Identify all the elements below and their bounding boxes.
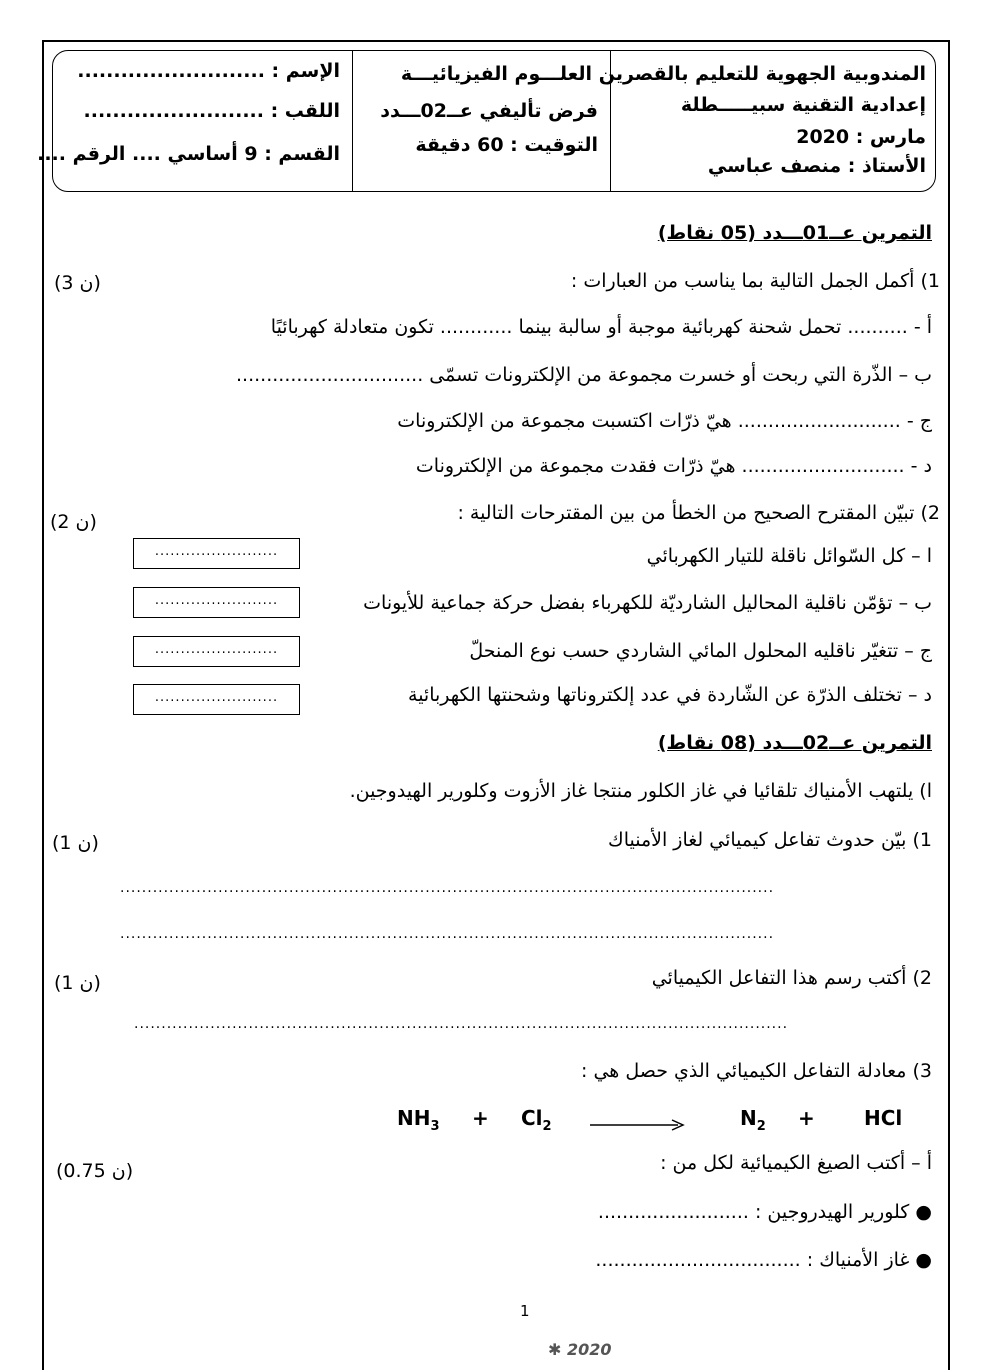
ex1-q2-item-a: ا – كل السّوائل ناقلة للتيار الكهربائي: [646, 545, 932, 567]
answer-box[interactable]: ........................: [133, 587, 300, 618]
bullet-icon: ●: [915, 1201, 932, 1223]
equation-plus: +: [472, 1106, 489, 1130]
exercise1-title: التمرين عــ01ـــدد (05 نقاط): [657, 222, 932, 244]
answer-line[interactable]: ........................................................................................................................: [120, 880, 775, 896]
ex1-q1-item-c: ج - ........................... هيّ ذرّات اكتسبت مجموعة من الإلكترونات: [397, 410, 932, 432]
class-field[interactable]: القسم : 9 أساسي .... الرقم ....: [37, 143, 340, 165]
equation-plus: +: [798, 1106, 815, 1130]
exam-duration: التوقيت : 60 دقيقة: [415, 134, 598, 156]
equation-product-hcl: HCl: [864, 1106, 903, 1130]
name-field[interactable]: الإسم : ..........................: [77, 60, 340, 82]
equation-reactant-chlorine: $Cl_2$: [521, 1106, 552, 1134]
ex1-q2-points: (2 ن): [50, 511, 97, 533]
ex1-q2-item-d: د – تختلف الذرّة عن الشّاردة في عدد إلكتروناتها وشحنتها الكهربائية: [408, 684, 932, 706]
reaction-arrow-icon: [590, 1119, 685, 1131]
ex2-q3-text: 3) معادلة التفاعل الكيميائي الذي حصل هي :: [581, 1060, 932, 1082]
answer-line[interactable]: ........................................................................................................................: [134, 1016, 789, 1032]
header-divider: [352, 51, 353, 191]
ex1-q1-item-a: أ - .......... تحمل شحنة كهربائية موجبة أو سالبة بينما ............ تكون متعادلة كهربائيًا: [270, 316, 932, 338]
ex2-intro: ا) يلتهب الأمنياك تلقائيا في غاز الكلور منتجا غاز الأزوت وكلورير الهيدوجين.: [349, 780, 932, 802]
exercise2-title: التمرين عــ02ـــدد (08 نقاط): [657, 732, 932, 754]
exam-title: فرض تأليفي عــ02ـــدد: [380, 100, 598, 122]
answer-box[interactable]: ........................: [133, 684, 300, 715]
bullet-ammonia: ● غاز الأمنياك : ..................................: [595, 1249, 932, 1271]
exam-date: مارس : 2020: [796, 126, 926, 148]
ex2-q2-text: 2) أكتب رسم هذا التفاعل الكيميائي: [651, 967, 932, 989]
ex1-q1-text: 1) أكمل الجمل التالية بما يناسب من العبارات :: [570, 270, 940, 292]
ex1-q1-item-d: د - ........................... هيّ ذرّات فقدت مجموعة من الإلكترونات: [415, 455, 932, 477]
ex2-q2-points: (1 ن): [54, 972, 101, 994]
footer-logo: ✱ 2020: [548, 1340, 612, 1359]
bullet-icon: ●: [915, 1249, 932, 1271]
ex1-q2-item-b: ب – تؤمّن ناقلية المحاليل الشارديّة للكهرباء بفضل حركة جماعية للأيونات: [363, 592, 932, 614]
ex2-q1-text: 1) بيّن حدوث تفاعل كيميائي لغاز الأمنياك: [608, 829, 932, 851]
surname-field[interactable]: اللقب : .........................: [83, 100, 340, 122]
answer-box[interactable]: ........................: [133, 636, 300, 667]
equation-reactant-ammonia: $NH_3$: [397, 1106, 440, 1134]
ex1-q1-points: (3 ن): [54, 272, 101, 294]
palm-icon: ✱: [548, 1340, 562, 1359]
subject: العلـــوم الفيزيائيـــة: [400, 63, 592, 85]
page-number: 1: [520, 1302, 530, 1320]
answer-line[interactable]: ........................................................................................................................: [120, 926, 775, 942]
ex1-q2-text: 2) تبيّن المقترح الصحيح من الخطأ من بين المقترحات التالية :: [457, 502, 940, 524]
ex1-q1-item-b: ب – الذّرة التي ربحت أو خسرت مجموعة من الإلكترونات تسمّى ...............................: [236, 364, 932, 386]
teacher-name: الأستاذ : منصف عباسي: [707, 155, 926, 177]
bullet-hydrogen-chloride: ● كلورير الهيدروجين : .........................: [597, 1201, 932, 1223]
equation-product-nitrogen: $N_2$: [740, 1106, 766, 1134]
answer-box[interactable]: ........................: [133, 538, 300, 569]
ex2-q3-sub-a: أ – أكتب الصيغ الكيميائية لكل من :: [660, 1152, 932, 1174]
ex1-q2-item-c: ج – تتغيّر ناقليه المحلول المائي الشاردي حسب نوع المنحلّ: [469, 640, 932, 662]
school-region: المندوبية الجهوية للتعليم بالقصرين: [598, 63, 926, 85]
school-name: إعدادية التقنية سبيـــــطلة: [680, 94, 926, 116]
ex2-q1-points: (1 ن): [52, 832, 99, 854]
ex2-q3-sub-a-points: (0.75 ن): [56, 1160, 134, 1182]
